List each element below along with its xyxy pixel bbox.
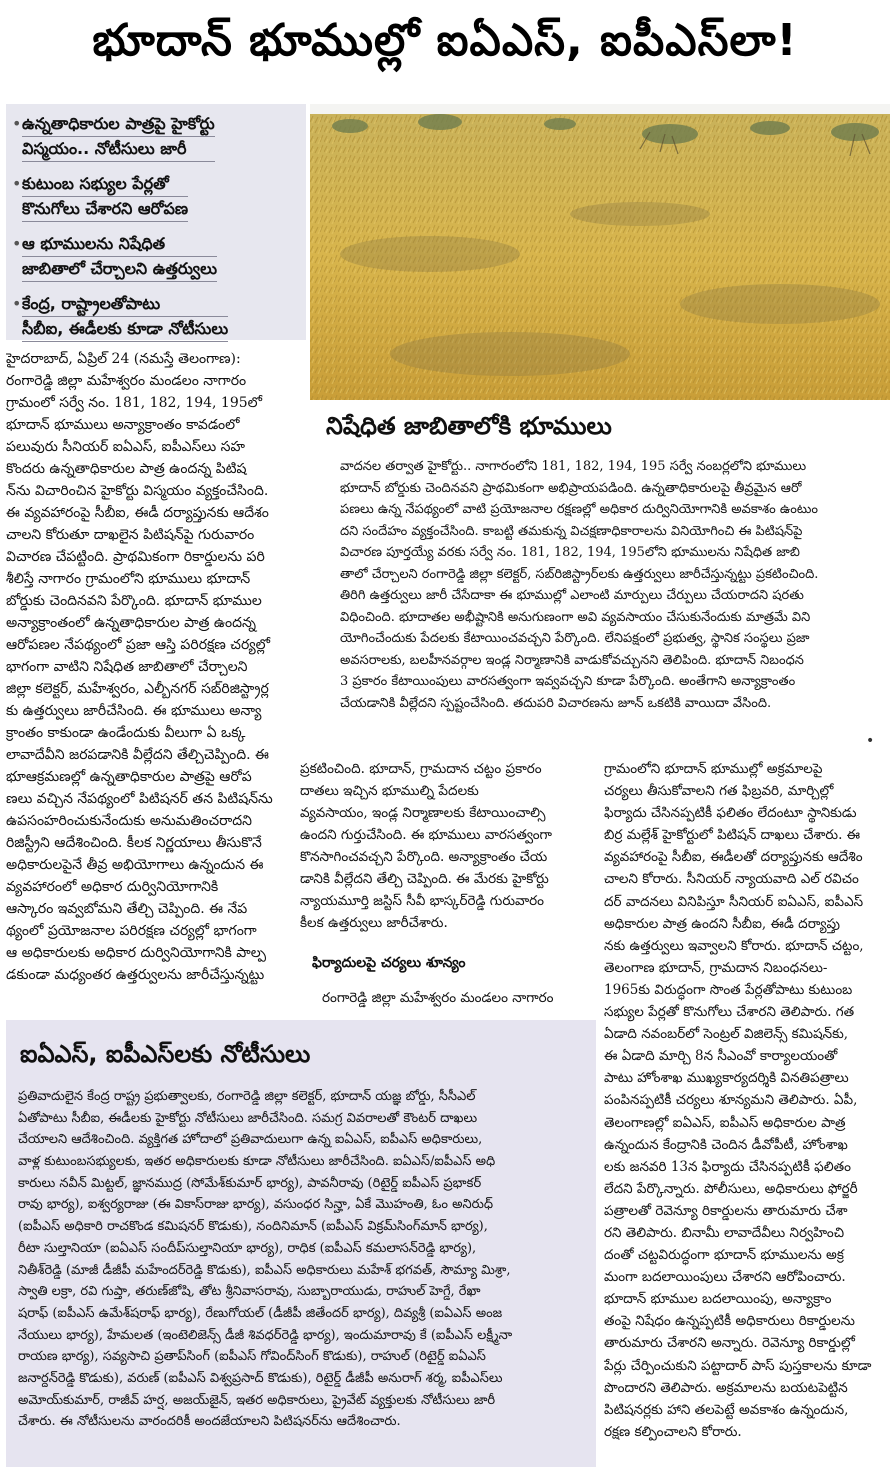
text-line: గ్రామంలోని భూదాన్ భూముల్లో అక్రమాలపై <box>604 761 823 777</box>
highlight-line: కొనుగోలు చేశారని ఆరోపణ <box>22 197 188 222</box>
highlight-line: కేంద్ర, రాష్ట్రాలతోపాటు <box>22 292 228 317</box>
highlight-text <box>22 232 217 282</box>
text-line: నితీశ్‌రెడ్డి (మాజీ డీజీపీ మహేందర్‌రెడ్డి కొడుకు), ఐపీఎస్ అధికారులు మహేశ్ భగవత్, సౌమ్యా మిశ్రా, <box>18 1262 511 1278</box>
highlight-line: ఆ భూములను నిషేధిత <box>22 232 217 257</box>
text-line: వ్యవహారంపై సీబీఐ, ఈడీలతో దర్యాప్తునకు ఆదేశిం <box>604 849 863 866</box>
text-line: అధికారులపైనే తీవ్ర అభియోగాలు ఉన్నందున ఈ <box>6 857 264 873</box>
text-line: రక్షణ కల్పించాలని కోరారు. <box>604 1423 742 1440</box>
text-line: వ్యవహారంలో అధికార దుర్వినియోగానికి <box>6 879 219 895</box>
highlight-text <box>22 112 215 162</box>
text-line: నేయులు భార్య), హేమలత (ఇంటెలిజెన్స్ డీజీ శివధర్‌రెడ్డి భార్య), ఇందుమారావు కే (ఐపీఎస్ లక్ష్మీనా <box>18 1327 513 1343</box>
text-line: నకు ఉత్తర్వులు ఇవ్వాలని కోరారు. భూదాన్ చట్టం, <box>604 937 864 954</box>
notice-box <box>6 1020 596 1467</box>
text-line: ఫిర్యాదు చేసినప్పటికీ ఫలితం లేదంటూ స్థానికుడు <box>604 805 857 822</box>
dry-field-photo <box>310 104 890 400</box>
text-line: ఉందని గుర్తుచేసింది. ఈ భూములు వారసత్వంగా <box>300 827 552 843</box>
text-line: రిజిస్ట్రీని ఆదేశించింది. కీలక నిర్ణయాలు తీసుకొనే <box>6 835 262 851</box>
text-line: పేర్లు చేర్పించుకుని పట్టాదార్ పాస్ పుస్తకాలను కూడా <box>604 1357 872 1374</box>
text-line: సభ్యుల పేర్లతో కొనుగోలు చేశారని తెలిపారు. గత <box>604 1004 855 1021</box>
text-line: విధించింది. భూదాతల అభీష్టానికి అనుగుణంగా అవి వ్యవసాయం చేసుకునేందుకు మాత్రమే విని <box>340 609 811 625</box>
headline: భూదాన్ భూముల్లో ఐఏఎస్, ఐపీఎస్‌లా! <box>92 15 798 66</box>
text-line: దర్ వాదనలు వినిపిస్తూ సీనియర్ ఐఏఎస్, ఐపీఎస్ <box>604 893 864 910</box>
text-line: ఏతోపాటు సీబీఐ, ఈడీలకు హైకోర్టు నోటీసులు జారీచేసింది. సమగ్ర వివరాలతో కౌంటర్ దాఖలు <box>18 1110 478 1126</box>
text-line: పిటిషనర్లకు హాని తలపెట్టే అవకాశం ఉన్నందున, <box>604 1401 849 1418</box>
ellipsis-divider: • <box>866 733 877 749</box>
text-line: యోగించేందుకు పేదలకు కేటాయించవచ్చని పేర్కొంది. లేనిపక్షంలో ప్రభుత్వ, స్థానిక సంస్థలు ప్రజా <box>340 631 810 646</box>
highlight-line: జాబితాలో చేర్చాలని ఉత్తర్వులు <box>22 257 217 282</box>
text-line: చేశారు. ఈ నోటీసులను వారందరికీ అందజేయాలని పిటిషనర్‌ను ఆదేశించారు. <box>18 1414 401 1430</box>
highlight-item <box>12 292 300 342</box>
text-line: తంపై నిషేధం ఉన్నప్పటికీ అధికారులు రికార్డులను <box>604 1313 855 1330</box>
text-line: కొనసాగించవచ్చని పేర్కొంది. అన్యాక్రాంతం చేయ <box>300 849 548 865</box>
text-line: జిల్లా కలెక్టర్, మహేశ్వరం, ఎల్బీనగర్ సబ్‌రిజిస్ట్రార్ల <box>6 681 269 697</box>
text-line: లావాదేవీని జరపడానికి వీల్లేదని తేల్చిచెప్పింది. ఈ <box>6 747 269 763</box>
section-title: నిషేధిత జాబితాలోకి భూములు <box>326 412 612 440</box>
text-line: కారులు నవీన్ మిట్టల్, జ్ఞానముద్ర (సోమేశ్‌కుమార్ భార్య), పావనీరావు (రిటైర్డ్ ఐపీఎస్ ప్రభాకర్ <box>18 1175 482 1191</box>
highlight-line: విస్మయం.. నోటీసులు జారీ <box>22 137 215 162</box>
text-line: గ్రామంలో సర్వే నం. 181, 182, 194, 195లో <box>6 395 263 411</box>
text-line: చేయాలని ఆదేశించింది. వ్యక్తిగత హోదాలో ప్రతివాదులుగా ఉన్న ఐఏఎస్, ఐపీఎస్ అధికారులు, <box>18 1132 483 1148</box>
text-line: రంగారెడ్డి జిల్లా మహేశ్వరం మండలం నాగారం <box>6 373 247 389</box>
text-line: భాగంగా వాటిని నిషేధిత జాబితాలో చేర్చాలని <box>6 659 248 675</box>
text-line: బోర్డుకు చెందినవని పేర్కొంది. భూదాన్ భూముల <box>6 593 262 609</box>
text-line: న్యాయమూర్తి జస్టిస్ సీవీ భాస్కర్‌రెడ్డి గురువారం <box>300 893 545 909</box>
left-column <box>6 348 304 986</box>
text-line: ఆస్కారం ఇవ్వబోమని తేల్చి చెప్పింది. ఈ నేప <box>6 901 248 917</box>
middle-subhead: ఫిర్యాదులపై చర్యలు శూన్యం <box>312 955 466 971</box>
text-line: ఆ అధికారులకు అధికార దుర్వినియోగానికి పాల్ప <box>6 945 267 961</box>
text-line: పంపినప్పటికీ చర్యలు శూన్యమని తెలిపారు. ఏపీ, <box>604 1092 858 1109</box>
text-line: అమోయ్‌కుమార్, రాజీవ్ హర్ష, అజయ్‌జైన్, ఇతర అధికారులు, ప్రైవేట్ వ్యక్తులకు నోటీసులు జారీ <box>18 1392 496 1408</box>
text-line: పాటు హోంశాఖ ముఖ్యకార్యదర్శికి వినతిపత్రాలు <box>604 1070 849 1087</box>
text-line: ఉన్నందున కేంద్రానికి చెందిన డీవోపీటీ, హోంశాఖ <box>604 1136 848 1153</box>
highlight-item <box>12 172 300 222</box>
text-line: బిర్ర మల్లేశ్ హైకోర్టులో పిటిషన్ దాఖలు చేశారు. ఈ <box>604 827 861 844</box>
bullet-icon: • <box>12 174 22 193</box>
bullet-icon: • <box>12 294 22 313</box>
text-line: డకుండా మధ్యంతర ఉత్తర్వులను జారీచేస్తున్నట్టు <box>6 967 265 983</box>
highlight-item <box>12 112 300 162</box>
highlights-box <box>6 104 306 340</box>
highlight-text <box>22 292 228 342</box>
text-line: భూదాన్ బోర్డుకు చెందినవని ప్రాథమికంగా అభిప్రాయపడింది. ఉన్నతాధికారులపై తీవ్రమైన ఆరో <box>340 480 802 496</box>
text-line: చాలని కోరారు. సీనియర్ న్యాయవాది ఎల్ రవిచం <box>604 871 859 888</box>
highlight-line: కుటుంబ సభ్యుల పేర్లతో <box>22 172 188 197</box>
text-line: వాళ్ల కుటుంబసభ్యులకు, ఇతర అధికారులకు కూడా నోటీసులు జారీచేసింది. ఐఏఎస్/ఐపీఎస్ అధి <box>18 1154 496 1170</box>
bullet-icon: • <box>12 234 22 253</box>
text-line: క్రాంతం కాకుండా ఉండేందుకు వీలుగా ఏ ఒక్క <box>6 725 246 741</box>
text-line: ప్రకటించింది. భూదాన్, గ్రామదాన చట్టం ప్రకారం <box>300 761 542 777</box>
text-line: మంగా బదలాయింపులు చేశారని ఆరోపించారు. <box>604 1269 846 1286</box>
text-line: స్వాతి లక్రా, రవి గుప్తా, తరుణ్‌జోషి, తోట శ్రీనివాసరావు, సుబ్బారాయుడు, రాహుల్ హెగ్డే, రేఖా <box>18 1284 481 1300</box>
text-line: కీలక ఉత్తర్వులు జారీచేశారు. <box>300 915 448 931</box>
text-line: దాతలు ఇచ్చిన భూముల్ని పేదలకు <box>300 783 479 799</box>
text-line: కొందరు ఉన్నతాధికారుల పాత్ర ఉందన్న పిటిష <box>6 461 247 477</box>
text-line: చాలని కోరుతూ దాఖలైన పిటిషన్‌పై గురువారం <box>6 527 255 543</box>
field-image <box>310 104 890 400</box>
notice-body <box>6 1074 596 1433</box>
text-line: థ్యంలో ప్రయోజనాల పరిరక్షణ చర్యల్లో భాగంగా <box>6 923 257 939</box>
text-line: రని తెలిపారు. బినామీ లావాదేవీలు నిర్వహించి <box>604 1224 845 1241</box>
text-line: 3 ప్రకారం కేటాయింపులు వారసత్వంగా ఇవ్వవచ్చని కూడా పేర్కొంది. అంతేగాని అన్యాక్రాంతం <box>340 674 796 689</box>
text-line: వ్యవసాయం, ఇండ్ల నిర్మాణాలకు కేటాయించాల్సి <box>300 805 546 821</box>
text-line: ఈ ఏడాది మార్చి 8న సీఎంవో కార్యాలయంతో <box>604 1048 838 1065</box>
text-line: భూదాన్ భూముల బదలాయింపు, అన్యాక్రాం <box>604 1291 832 1308</box>
text-line: కు ఉత్తర్వులు జారీచేసింది. ఈ భూములు అన్యా <box>6 703 262 719</box>
middle-after: రంగారెడ్డి జిల్లా మహేశ్వరం మండలం నాగారం <box>322 990 554 1006</box>
text-line: రావు భార్య), ఐశ్వర్యరాజు (ఈ వికాస్‌రాజు భార్య), వసుంధర సిన్హా, ఏకే మొహంతి, ఓం అనిరుధ్ <box>18 1197 494 1213</box>
text-line: శీలిస్తే నాగారం గ్రామంలోని భూములు భూదాన్ <box>6 571 251 587</box>
text-line: ణలు వచ్చిన నేపథ్యంలో పిటిషనర్ తన పిటిషన్‌ను <box>6 791 273 807</box>
text-line: వాదనల తర్వాత హైకోర్టు.. నాగారంలోని 181, 182, 194, 195 సర్వే నంబర్లలోని భూములు <box>340 459 807 474</box>
text-line: విచారణ చేపట్టింది. ప్రాథమికంగా రికార్డులను పరి <box>6 549 265 565</box>
text-line: పత్రాలతో రెవెన్యూ రికార్డులను తారుమారు చేశా <box>604 1202 848 1219</box>
text-line: షరాఫ్ (ఐపీఎస్ ఉమేశ్‌షరాఫ్ భార్య), రేణుగోయల్ (డీజీపీ జితేందర్ భార్య), దివ్యశ్రీ (ఐఏఎస్ అంజ <box>18 1305 503 1321</box>
text-line: హైదరాబాద్, ఏప్రిల్ 24 (నమస్తే తెలంగాణ): <box>6 351 241 367</box>
highlight-line: సీబీఐ, ఈడీలకు కూడా నోటీసులు <box>22 317 228 342</box>
text-line: పొందారని తెలిపారు. అక్రమాలను బయటపెట్టిన <box>604 1379 848 1396</box>
text-line: డానికి వీల్లేదని తేల్చి చెప్పింది. ఈ మేరకు హైకోర్టు <box>300 871 549 887</box>
text-line: తారుమారు చేశారని అన్నారు. రెవెన్యూ రికార్డుల్లో <box>604 1335 855 1352</box>
text-line: చేయడానికి వీల్లేదని స్పష్టంచేసింది. తదుపరి విచారణను జూన్ ఒకటికి వాయిదా వేసింది. <box>340 695 772 711</box>
text-line: తెలంగాణ భూదాన్, గ్రామదాన నిబంధనలు- <box>604 959 828 976</box>
text-line: రీటా సుల్తానియా (ఐఏఎస్ సందీప్‌సుల్తానియా భార్య), రాధిక (ఐపీఎస్ కమలాసన్‌రెడ్డి భార్య), <box>18 1240 477 1256</box>
highlight-text <box>22 172 188 222</box>
text-line: రాయణ భార్య), సవ్యసాచి ప్రతాప్‌సింగ్ (ఐపీఎస్ గోవింద్‌సింగ్ కొడుకు), రాహుల్ (రిటైర్డ్ ఐఏఎస్ <box>18 1349 486 1365</box>
section-heading <box>326 412 886 446</box>
section-body <box>340 456 878 714</box>
text-line: న్‌ను విచారించిన హైకోర్టు విస్మయం వ్యక్తంచేసింది. <box>6 483 269 499</box>
highlight-item <box>12 232 300 282</box>
middle-column <box>300 758 596 934</box>
highlight-line: ఉన్నతాధికారుల పాత్రపై హైకోర్టు <box>22 112 215 137</box>
text-line: ప్రతివాదులైన కేంద్ర రాష్ట్ర ప్రభుత్వాలకు, రంగారెడ్డి జిల్లా కలెక్టర్, భూదాన్ యజ్ఞ బోర్డు, సీసీఎల్ <box>18 1089 476 1104</box>
text-line: అవసరాలకు, బలహీనవర్గాల ఇండ్ల నిర్మాణానికి వాడుకోవచ్చునని తెలిపింది. భూదాన్ నిబంధన <box>340 652 804 668</box>
text-line: దని సందేహం వ్యక్తంచేసింది. కాబట్టి తమకున్న విచక్షణాధికారాలను వినియోగించి ఈ పిటిషన్‌పై <box>340 523 803 539</box>
text-line: భూదాన్ భూములు అన్యాక్రాంతం కావడంలో <box>6 417 240 433</box>
text-line: చర్యలు తీసుకోవాలని గత ఫిబ్రవరి, మార్చిల్లో <box>604 783 834 800</box>
text-line: విచారణ పూర్తయ్యే వరకు సర్వే నం. 181, 182, 194, 195లోని భూములను నిషేధిత జాబి <box>340 545 800 560</box>
text-line: తాలో చేర్చాలని రంగారెడ్డి జిల్లా కలెక్టర్, సబ్‌రిజిస్ట్రార్‌లకు ఉత్తర్వులు జారీచేస్తున్నట్టు ప్రకటించింది. <box>340 566 819 582</box>
bullet-icon: • <box>12 114 22 133</box>
text-line: అధికారుల పాత్ర ఉందని సీబీఐ, ఈడీ దర్యాప్తు <box>604 915 841 932</box>
text-line: పణలు ఉన్న నేపథ్యంలో వాటి ప్రయోజనాల రక్షణల్లో అధికార దుర్వినియోగానికి అవకాశం ఉంటుం <box>340 502 818 517</box>
text-line: ఏడాది నవంబర్‌లో సెంట్రల్ విజిలెన్స్ కమిషన్‌కు, <box>604 1026 849 1043</box>
text-line: భూఆక్రమణల్లో ఉన్నతాధికారుల పాత్రపై ఆరోప <box>6 769 252 785</box>
text-line: అన్యాక్రాంతంలో ఉన్నతాధికారుల పాత్ర ఉందన్న <box>6 615 257 631</box>
text-line: ఈ వ్యవహారంపై సీబీఐ, ఈడీ దర్యాప్తునకు ఆదేశం <box>6 505 269 521</box>
notice-title: ఐఏఎస్, ఐపీఎస్‌లకు నోటీసులు <box>20 1040 311 1068</box>
text-line: (ఐపీఎస్ అధికారి రాచకొండ కమిషనర్ కొడుకు), నందినిమాన్ (ఐపీఎస్ విక్రమ్‌సింగ్‌మాన్ భార్య), <box>18 1219 488 1235</box>
text-line: పలువురు సీనియర్ ఐఏఎస్, ఐపీఎస్‌లు సహ <box>6 439 245 455</box>
text-line: తిరిగి ఉత్తర్వులు జారీ చేసేదాకా ఈ భూముల్లో ఎలాంటి మార్పులు చేర్పులు చేయరాదని షరతు <box>340 588 804 603</box>
text-line: తెలంగాణల్లో ఐఏఎస్, ఐపీఎస్ అధికారుల పాత్ర <box>604 1114 846 1131</box>
text-line: లకు జనవరి 13న ఫిర్యాదు చేసినప్పటికీ ఫలితం <box>604 1158 851 1175</box>
text-line: జనార్దన్‌రెడ్డి కొడుకు), వరుణ్ (ఐపీఎస్ విశ్వప్రసాద్ కొడుకు), రిటైర్డ్ డీజీపీ అనురాగ్ శర్మ, ఐపీఎస్‌లు <box>18 1370 503 1386</box>
right-column <box>604 758 886 1443</box>
text-line: ఉపసంహరించుకునేందుకు అనుమతించరాదని <box>6 813 253 829</box>
text-line: దంతో చట్టవిరుద్ధంగా భూదాన్ భూములను అక్ర <box>604 1247 844 1264</box>
text-line: ఆరోపణల నేపథ్యంలో ప్రజా ఆస్తి పరిరక్షణ చర్యల్లో <box>6 637 271 653</box>
text-line: 1965కు విరుద్ధంగా సొంత పేర్లతోపాటు కుటుంబ <box>604 981 853 998</box>
text-line: లేదని పేర్కొన్నారు. పోలీసులు, అధికారులు ఫోర్జరీ <box>604 1180 858 1197</box>
